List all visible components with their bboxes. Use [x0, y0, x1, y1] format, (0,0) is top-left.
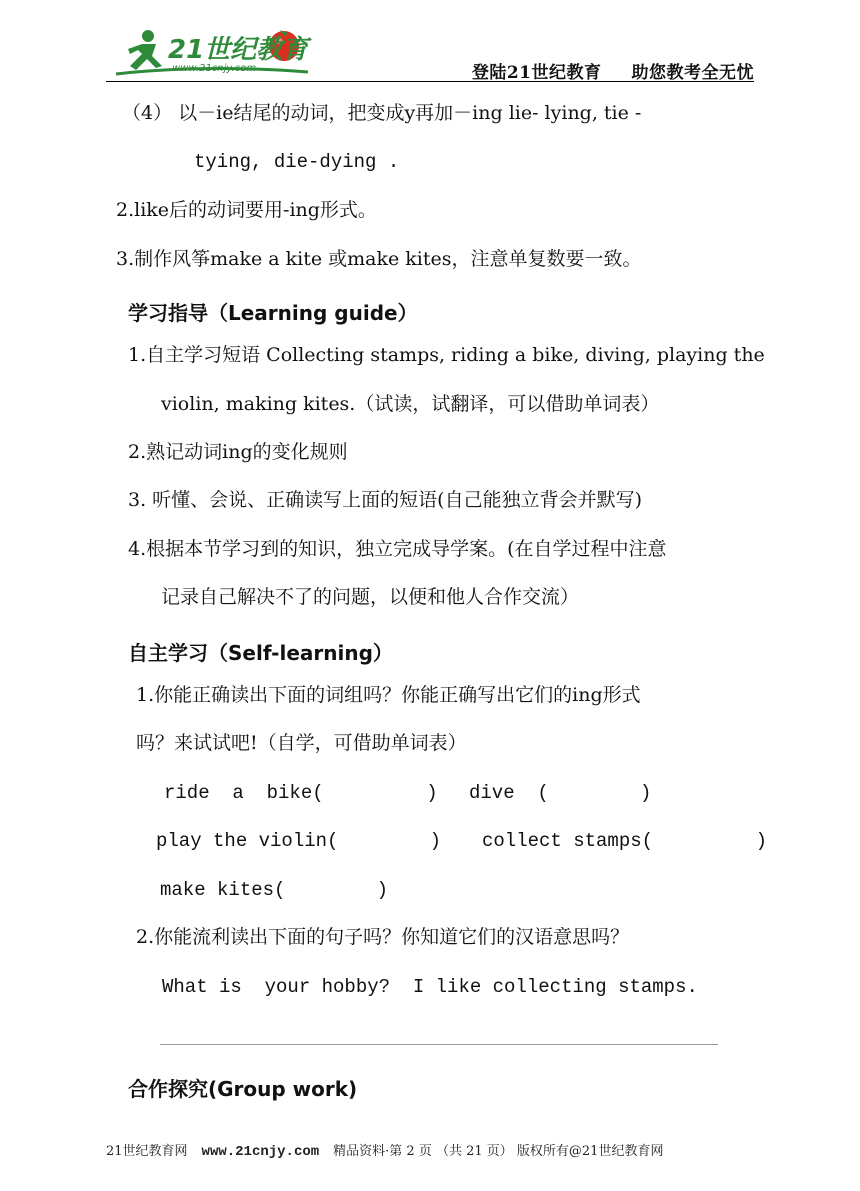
rule-4-line-2: tying, die-dying . [194, 151, 400, 173]
phrase-collect-stamps: collect stamps( ) [482, 830, 768, 852]
header-slogan: 助您教考全无忧 [631, 63, 754, 83]
header-divider [106, 81, 754, 82]
header-site-title: 登陆21世纪教育 [471, 63, 602, 83]
site-logo [112, 24, 312, 82]
learning-guide-heading: 学习指导（Learning guide） [128, 301, 418, 325]
answer-blank-line [160, 1044, 718, 1045]
guide-item-1-line-1: 1.自主学习短语 Collecting stamps, riding a bike, diving, playing the [128, 344, 765, 366]
self-item-2: 2.你能流利读出下面的句子吗？你知道它们的汉语意思吗？ [136, 926, 630, 948]
self-learning-heading: 自主学习（Self-learning） [128, 641, 393, 665]
item-3: 3.制作风筝make a kite 或make kites，注意单复数要一致。 [116, 248, 642, 270]
guide-item-2: 2.熟记动词ing的变化规则 [128, 441, 348, 463]
phrase-dive: dive ( ) [469, 782, 652, 804]
example-sentence: What is your hobby? I like collecting stamps. [162, 976, 698, 998]
phrase-ride-a-bike: ride a bike( ) [164, 782, 438, 804]
self-item-1-line-1: 1.你能正确读出下面的词组吗？你能正确写出它们的ing形式 [136, 684, 641, 706]
header-title [472, 58, 754, 83]
guide-item-1-line-2: violin, making kites.（试读，试翻译，可以借助单词表） [161, 393, 660, 415]
footer-site-name: 21世纪教育网 [106, 1144, 188, 1159]
item-2: 2.like后的动词要用-ing形式。 [116, 199, 377, 221]
group-work-heading: 合作探究(Group work) [128, 1077, 358, 1101]
guide-item-3: 3. 听懂、会说、正确读写上面的短语(自己能独立背会并默写) [128, 489, 642, 511]
rule-4-line-1: （4） 以－ie结尾的动词，把变成y再加－ing lie- lying, tie - [122, 102, 642, 124]
logo-url: www.21cnjy.com [172, 63, 257, 74]
self-item-1-line-2: 吗？来试试吧!（自学，可借助单词表） [136, 732, 467, 754]
guide-item-4-line-1: 4.根据本节学习到的知识，独立完成导学案。(在自学过程中注意 [128, 538, 667, 560]
phrase-play-violin: play the violin( ) [156, 830, 442, 852]
footer-url: www.21cnjy.com [201, 1144, 320, 1160]
logo-graphic [112, 24, 312, 82]
guide-item-4-line-2: 记录自己解决不了的问题，以便和他人合作交流） [161, 586, 580, 608]
footer-page-info: 精品资料·第 2 页 （共 21 页） 版权所有@21世纪教育网 [333, 1144, 664, 1159]
page-footer [106, 1140, 663, 1160]
phrase-make-kites: make kites( ) [160, 879, 389, 901]
logo-text: 21世纪教育 [168, 35, 309, 65]
